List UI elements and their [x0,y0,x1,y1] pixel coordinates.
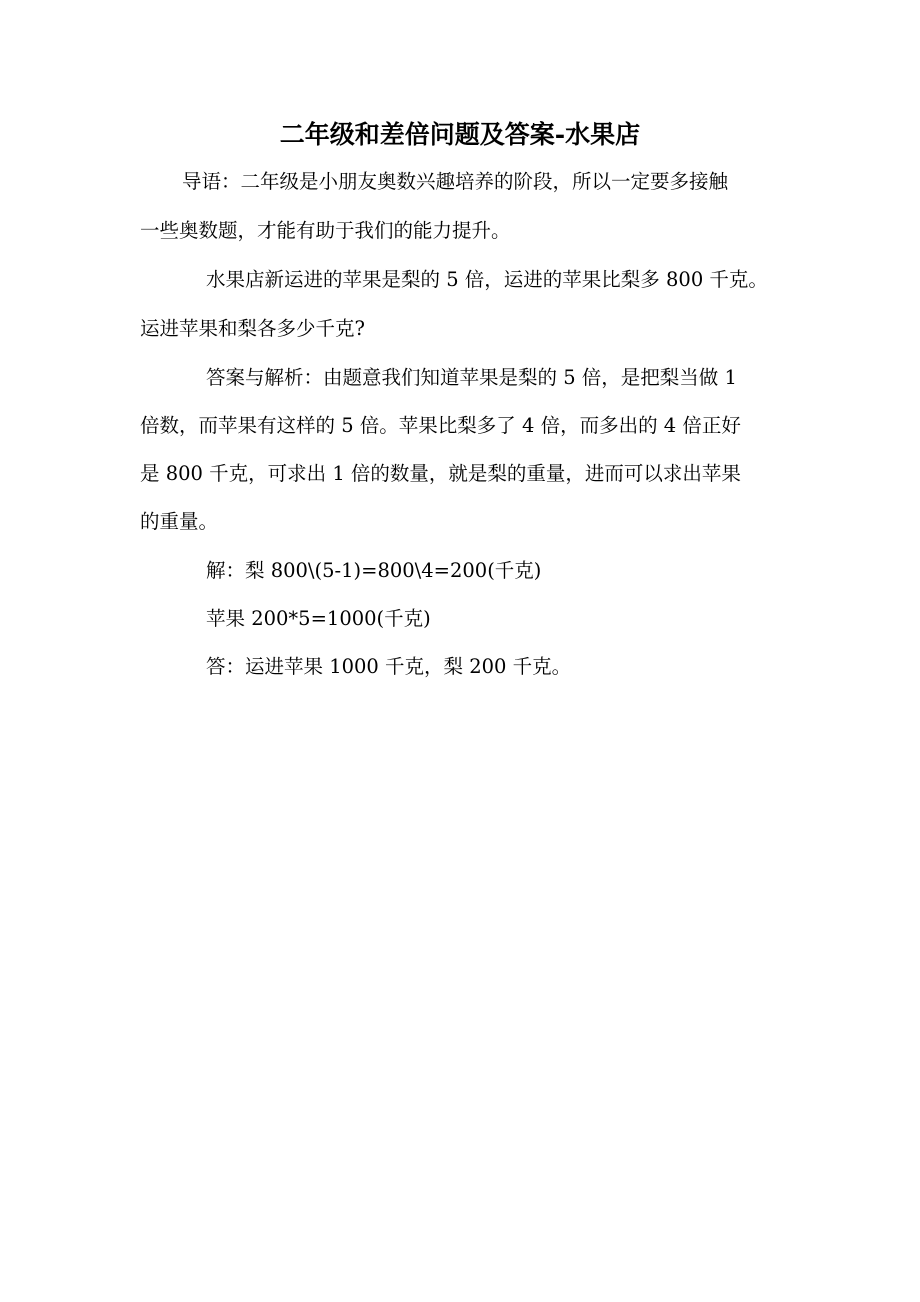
analysis-line-3: 是 800 千克，可求出 1 倍的数量，就是梨的重量，进而可以求出苹果 [140,462,741,485]
intro-line-1: 导语：二年级是小朋友奥数兴趣培养的阶段，所以一定要多接触 [182,170,729,193]
analysis-line-1: 答案与解析：由题意我们知道苹果是梨的 5 倍，是把梨当做 1 [206,366,737,389]
analysis-line-4: 的重量。 [140,510,219,533]
question-line-1: 水果店新运进的苹果是梨的 5 倍，运进的苹果比梨多 800 千克。 [206,268,768,291]
solution-step-1: 解：梨 800\(5-1)=800\4=200(千克) [206,559,542,582]
analysis-line-2: 倍数，而苹果有这样的 5 倍。苹果比梨多了 4 倍，而多出的 4 倍正好 [140,414,741,437]
solution-answer: 答：运进苹果 1000 千克，梨 200 千克。 [206,655,572,678]
question-line-2: 运进苹果和梨各多少千克? [140,317,365,340]
intro-line-2: 一些奥数题，才能有助于我们的能力提升。 [140,219,511,242]
document-title: 二年级和差倍问题及答案-水果店 [279,120,641,149]
solution-step-2: 苹果 200*5=1000(千克) [206,607,431,630]
